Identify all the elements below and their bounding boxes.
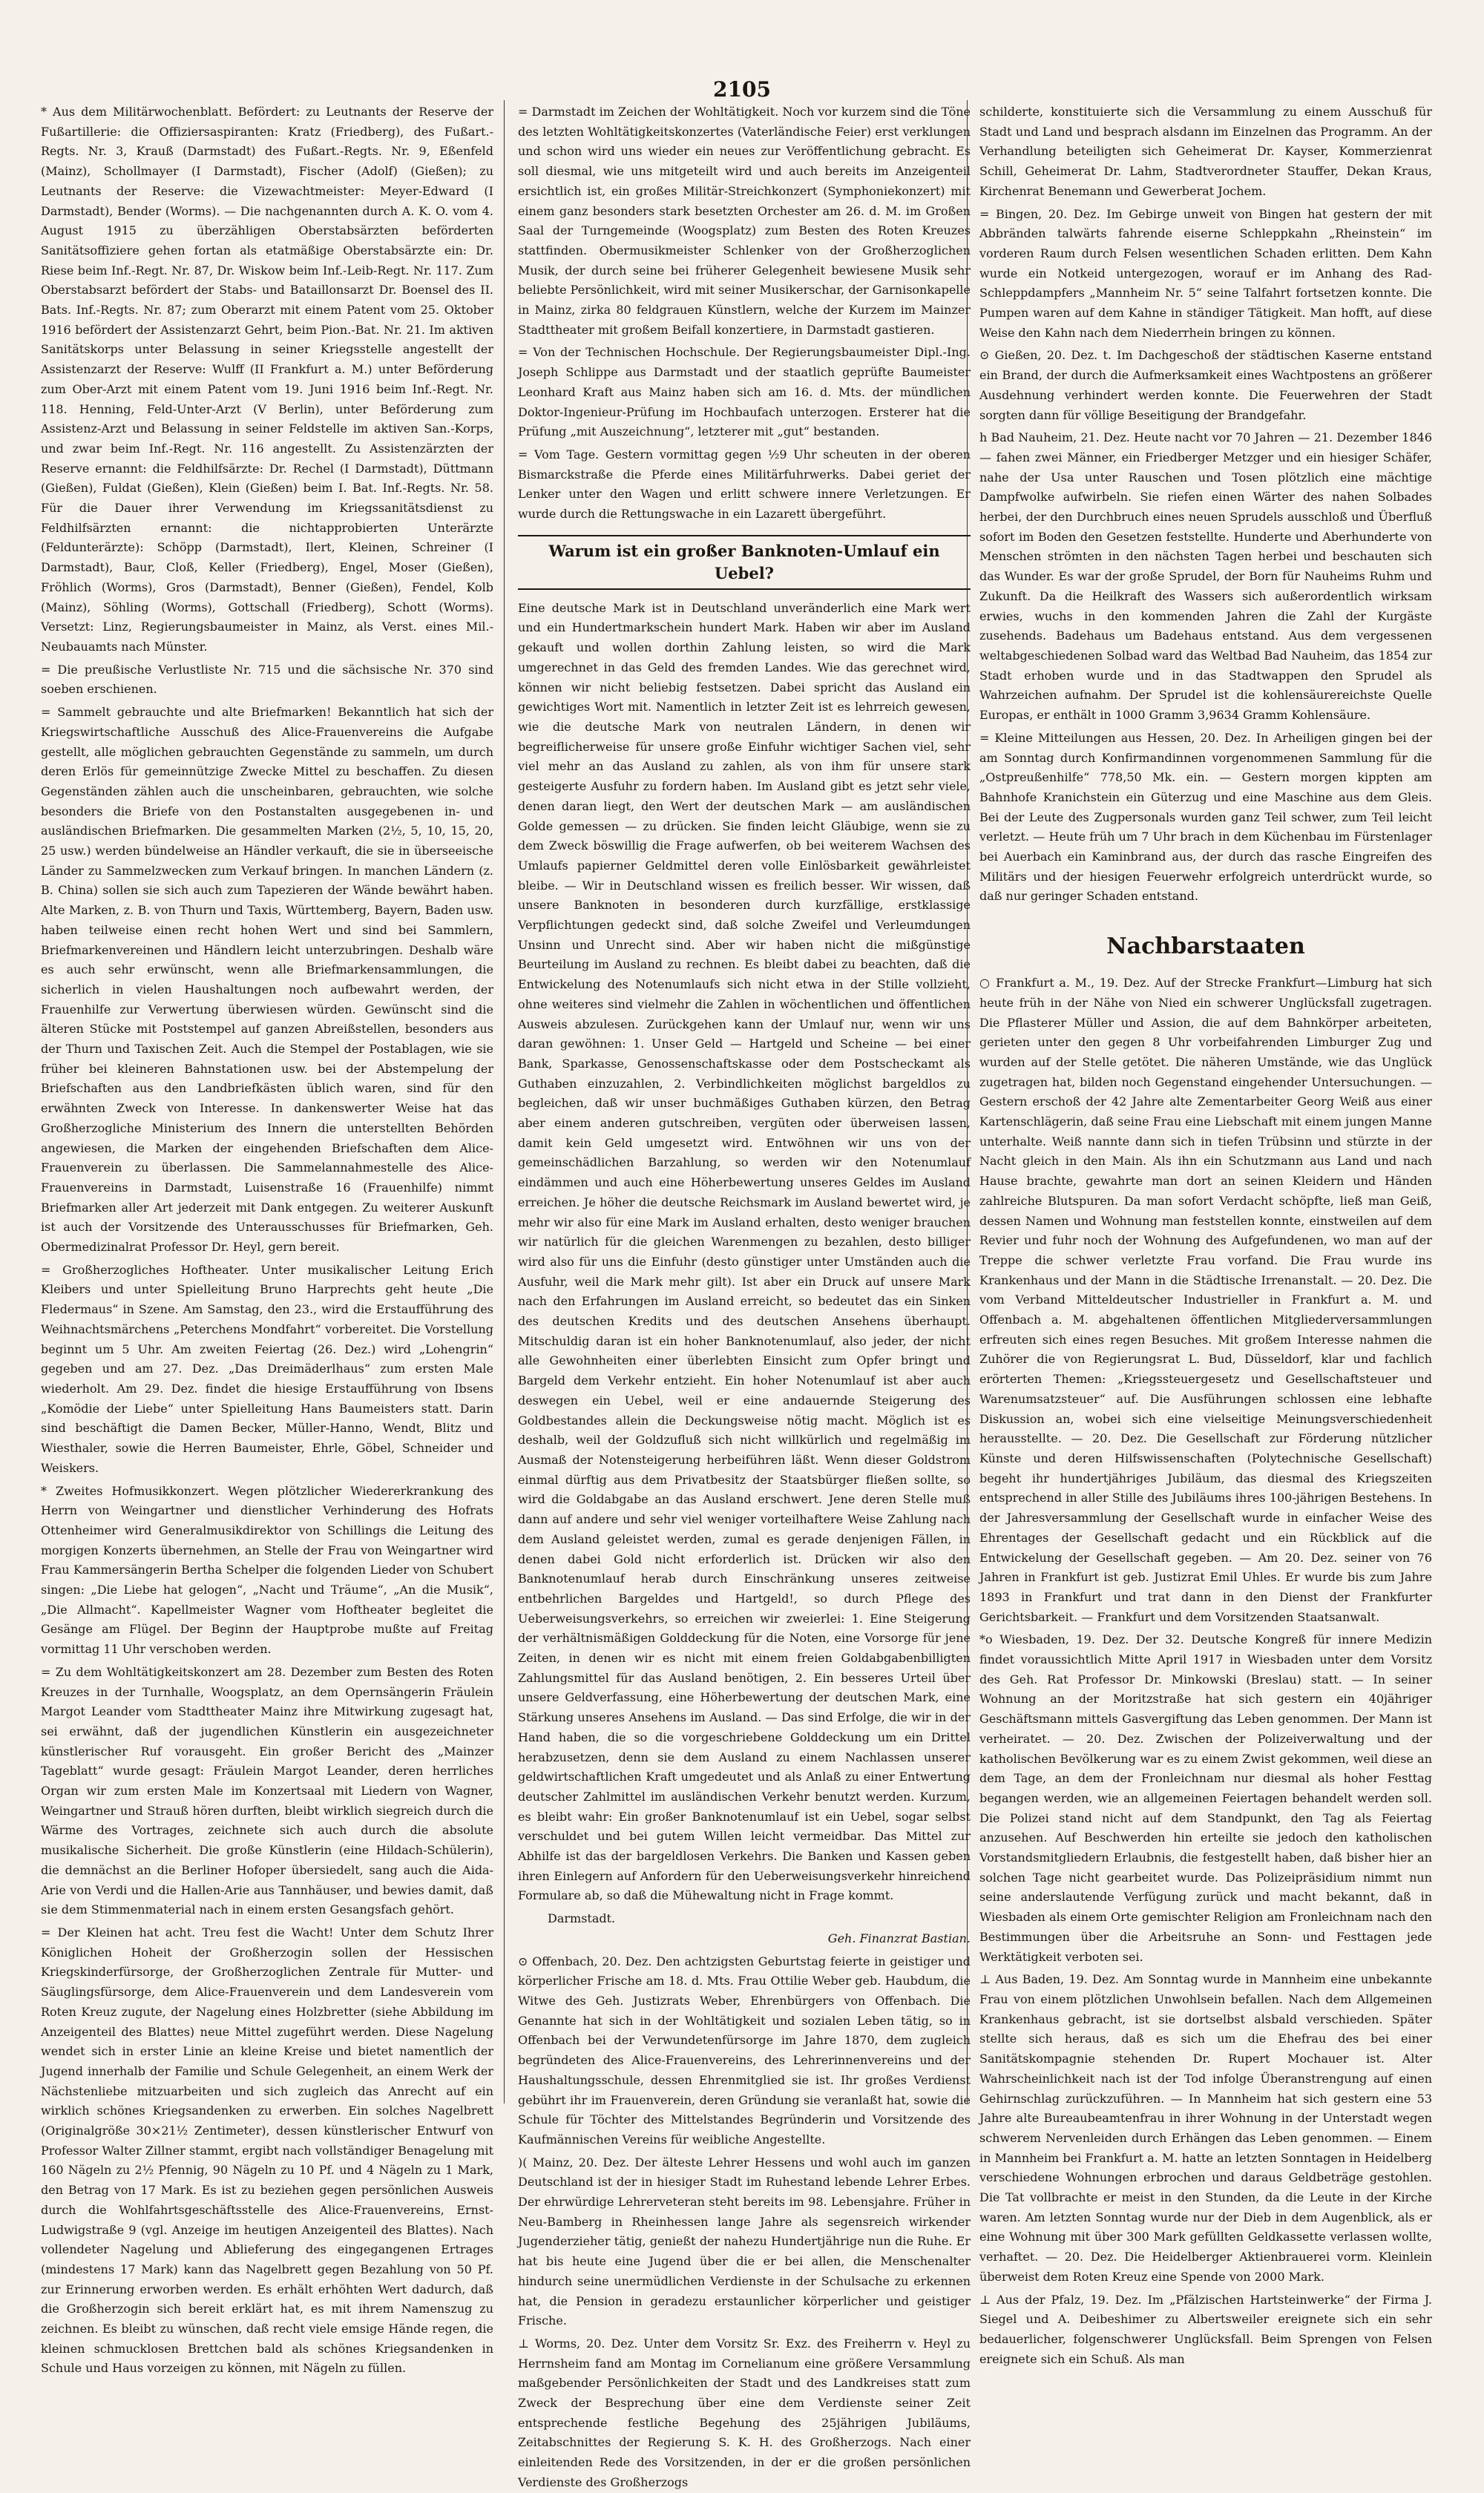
article-military-promotions: * Aus dem Militärwochenblatt. Befördert: zu Leutnants der Reserve der Fußartillerie: die Offiziersaspiranten: Kratz (Friedberg), des Fußart.-Regts. Nr. 3, Krauß (Darmstadt) des Fußart.-Regts. Nr. 9, Eßenfeld (Mainz), Schollmayer (I Darmstadt), Fischer (Adolf) (Gießen); zu Leutnants der Reserve: die Vizewachtmeister: Meyer-Edward (I Darmstadt), Bender (Worms). — Die nachgenannten durch A. K. O. vom 4. August 1915 zu überzähligen Oberstabsärzten beförderten Sanitätsoffiziere gehen fortan als etatmäßige Oberstabsärzte ein: Dr. Riese beim Inf.-Regt. Nr. 87, Dr. Wiskow beim Inf.-Leib-Regt. Nr. 117. Zum Oberstabsarzt befördert der Stabs- und Bataillonsarzt Dr. Boensel des II. Bats. Inf.-Regts. Nr. 87; zum Oberarzt mit einem Patent vom 25. Oktober 1916 befördert der Assistenzarzt Gehrt, beim Pion.-Bat. Nr. 21. Im aktiven Sanitätskorps unter Belassung in seiner Kriegsstelle angestellt der Assistenzarzt der Reserve: Wulff (II Frankfurt a. M.) unter Beförderung zum Ober-Arzt mit einem Patent vom 19. Juni 1916 beim Inf.-Regt. Nr. 118. Henning, Feld-Unter-Arzt (V Berlin), unter Beförderung zum Assistenz-Arzt und Belassung in seiner Feldstelle im aktiven San.-Korps, und zwar beim Inf.-Regt. Nr. 116 angestellt. Zu Assistenzärzten der Reserve ernannt: die Feldhilfsärzte: Dr. Rechel (I Darmstadt), Düttmann (Gießen), Fuldat (Gießen), Klein (Gießen) beim I. Bat. Inf.-Regts. Nr. 58. Für die Dauer ihrer Verwendung im Kriegssanitätsdienst zu Feldhilfsärzten ernannt: die nichtapprobierten Unterärzte (Feldunterärzte): Schöpp (Darmstadt), Ilert, Kleinen, Schreiner (I Darmstadt), Baur, Cloß, Keller (Friedberg), Engel, Moser (Gießen), Fröhlich (Worms), Gros (Darmstadt), Benner (Gießen), Fendel, Kolb (Mainz), Söhling (Worms), Gottschall (Friedberg), Schott (Worms). Versetzt: Linz, Regierungsbaumeister in Mainz, als Verst. eines Mil.-Neubauamts nach Münster. [41,105,493,654]
article-bad-nauheim: h Bad Nauheim, 21. Dez. Heute nacht vor 70 Jahren — 21. Dezember 1846 — fahen zwei Männer, ein Friedberger Metzger und ein hiesiger Schäfer, nahe der Usa unter Rauschen und Tosen plötzlich eine mächtige Dampfwolke aufwirbeln. Sie riefen einen Wärter des nahen Solbades herbei, der den Durchbruch eines neuen Sprudels ausschloß und Überfluß sofort im Boden den Gesetzen feststellte. Hunderte und Aberhunderte von Menschen strömten in den nächsten Tagen herbei und beschauten sich das Wunder. Es war der große Sprudel, der Born für Nauheims Ruhm und Zukunft. Da die Heilkraft des Wassers sich außerordentlich wirksam erwies, wuchs in den kommenden Jahren die Zahl der Kurgäste zusehends. Badehaus um Badehaus entstand. Aus dem vergessenen weltabgeschiedenen Solbad ward das Weltbad Bad Nauheim, das 1854 zur Stadt erhoben wurde und in das Stadtwappen den Sprudel als Wahrzeichen aufnahm. Der Sprudel ist die kohlensäurereichste Quelle Europas, er enthält in 1000 Gramm 3,9634 Gramm Kohlensäure. [979,430,1432,723]
article-casualty-list: = Die preußische Verlustliste Nr. 715 und die sächsische Nr. 370 sind soeben erschienen. [41,662,493,697]
article-banknote-circulation: Eine deutsche Mark ist in Deutschland unveränderlich eine Mark wert und ein Hundertmarkschein hundert Mark. Haben wir aber im Ausland gekauft und wollen dorthin Zahlung leisten, so wird die Mark umgerechnet in das Geld des fremden Landes. Wie das gerechnet wird, können wir nicht beliebig festsetzen. Dabei spricht das Ausland ein gewichtiges Wort mit. Namentlich in letzter Zeit ist es lehrreich gewesen, wie die deutsche Mark von neutralen Ländern, in denen wir begreiflicherweise für unsere große Einfuhr wichtiger Sachen viel, sehr viel mehr an das Ausland zu zahlen, als von ihm für unsere stark gesteigerte Ausfuhr zu fordern haben. Im Ausland gibt es jetzt sehr viele, denen daran liegt, den Wert der deutschen Mark — am ausländischen Golde gemessen — zu drücken. Sie finden leicht Gläubige, wenn sie zu dem Zweck böswillig die Frage aufwerfen, ob bei weiterem Wachsen des Umlaufs papierner Geldmittel deren volle Einlösbarkeit gewährleistet bleibe. — Wir in Deutschland wissen es freilich besser. Wir wissen, daß unsere Banknoten in besonderen durch kurzfällige, erstklassige Verpflichtungen gedeckt sind, daß solche Zweifel und Verleumdungen Unsinn und Unrecht sind. Aber wir haben nicht die mißgünstige Beurteilung im Ausland zu rechnen. Es bleibt dabei zu beachten, daß die Entwickelung des Notenumlaufs sich nicht etwa in der Stille vollzieht, ohne weiteres sind vielmehr die Zahlen in wöchentlichen und öffentlichen Ausweis abzulesen. Zurückgehen kann der Umlauf nur, wenn wir uns daran gewöhnen: 1. Unser Geld — Hartgeld und Scheine — bei einer Bank, Sparkasse, Genossenschaftskasse oder dem Postscheckamt als Guthaben einzuzahlen, 2. Verbindlichkeiten möglichst bargeldlos zu begleichen, daß wir unser buchmäßiges Guthaben kürzen, den Betrag aber einem anderen gutschreiben, vergüten oder überweisen lassen, damit kein Geld umgesetzt wird. Entwöhnen wir uns von der gemeinschädlichen Barzahlung, so werden wir den Notenumlauf eindämmen und auch eine Höherbewertung unseres Geldes im Ausland erreichen. Je höher die deutsche Reichsmark im Ausland bewertet wird, je mehr wir also für eine Mark im Ausland erhalten, desto weniger brauchen wir natürlich für die gleichen Warenmengen zu bezahlen, desto billiger wird also für uns die Einfuhr (desto günstiger unter Umständen auch die Ausfuhr, weil die Mark mehr gilt). Ist aber ein Druck auf unsere Mark nach den Erfahrungen im Ausland erreicht, so bedeutet das ein Sinken des deutschen Kredits und des deutschen Ansehens überhaupt. Mitschuldig daran ist ein hoher Banknotenumlauf, also jeder, der nicht alle Gewohnheiten einer überlebten Einsicht zum Opfer bringt und Bargeld dem Verkehr entzieht. Ein hoher Notenumlauf ist aber auch deswegen ein Uebel, weil er eine andauernde Steigerung des Goldbestandes allein die Deckungsweise nötig macht. Möglich ist es deshalb, weil der Goldzufluß sich nicht willkürlich und regelmäßig im Ausmaß der Notensteigerung herbeiführen läßt. Wenn dieser Goldstrom einmal dürftig aus dem Privatbesitz der Staatsbürger fließen sollte, so wird die Goldabgabe an das Ausland erschwert. Jene deren Stelle muß dann auf andere und sehr viel weniger vorteilhaftere Weise Zahlung nach dem Ausland geleistet werden, zumal es gerade denjenigen Fällen, in denen dabei Gold nicht erforderlich ist. Drücken wir also den Banknotenumlauf herab durch Einschränkung unseres zeitweise entbehrlichen Bargeldes und Hartgeld!, so durch Pflege des Ueberweisungsverkehrs, so erreichen wir zweierlei: 1. Eine Steigerung der verhältnismäßigen Golddeckung für die Noten, eine Vorsorge für jene Zeiten, in denen wir es nicht mit einem freien Goldabgabenbilligten Zahlungsmittel für das Ausland benötigen, 2. Ein besseres Urteil über unsere Geldverfassung, eine Höherbewertung der deutschen Mark, eine Stärkung unseres Ansehens im Ausland. — Das sind Erfolge, die wir in der Hand haben, die so die vorgeschriebene Golddeckung um ein Drittel herabzusetzen, denn sie dem Ausland zu einem Nachlassen unserer geldwirtschaftlichen Kraft umgedeutet und als Anlaß zu einer Entwertung deutscher Zahlmittel im ausländischen Verkehr benutzt werden. Kurzum, es bleibt wahr: Ein großer Banknotenumlauf ist ein Uebel, sogar selbst verschuldet und bei gutem Willen leicht vermeidbar. Das Mittel zur Abhilfe ist das der bargeldlosen Verkehrs. Die Banken und Kassen geben ihren Einlegern auf Anfordern für den Ueberweisungsverkehr hinreichend Formulare ab, so daß die Mühewaltung nicht in Frage kommt. [518,600,971,1903]
article-worms-continued: schilderte, konstituierte sich die Versammlung zu einem Ausschuß für Stadt und Land und besprach alsdann im Einzelnen das Programm. An der Verhandlung beteiligten sich Geheimerat Dr. Kayser, Kommerzienrat Schill, Geheimerat Dr. Lahm, Stadtverordneter Stauffer, Dekan Kraus, Kirchenrat Benemann und Gewerberat Jochem. [979,105,1432,198]
column-right [979,102,1432,2366]
article-palatinate: ⊥ Aus der Pfalz, 19. Dez. Im „Pfälzischen Hartsteinwerke“ der Firma J. Siegel und A. Deibeshimer zu Albertsweiler ereignete sich ein sehr bedauerlicher, folgenschwerer Unglücksfall. Beim Sprengen von Felsen ereignete sich ein Schuß. Als man [979,2292,1432,2366]
article-worms: ⊥ Worms, 20. Dez. Unter dem Vorsitz Sr. Exz. des Freiherrn v. Heyl zu Herrnsheim fand am Montag im Cornelianum eine größere Versammlung maßgebender Persönlichkeiten der Stadt und des Landkreises statt zum Zweck der Besprechung über eine dem Verdienste seiner Zeit entsprechende festliche Begehung des 25jährigen Jubiläums, Zeitabschnittes der Regierung S. K. H. des Großherzogs. Nach einer einleitenden Rede des Vorsitzenden, in der er die großen persönlichen Verdienste des Großherzogs [518,2336,971,2489]
article-bingen: = Bingen, 20. Dez. Im Gebirge unweit von Bingen hat gestern der mit Abbränden talwärts fahrende eiserne Schleppkahn „Rheinstein“ im vorderen Raum durch Felsen wesentlichen Schaden erlitten. Dem Kahn wurde ein Notkeid untergezogen, worauf er im Anhang des Rad-Schleppdampfers „Mannheim Nr. 5“ seine Talfahrt fortsetzen konnte. Die Pumpen waren auf dem Kahne in ständiger Tätigkeit. Man hofft, auf diese Weise den Kahn nach dem Niederrhein bringen zu können. [979,206,1432,340]
article-baden: ⊥ Aus Baden, 19. Dez. Am Sonntag wurde in Mannheim eine unbekannte Frau von einem plötzlichen Unwohlsein befallen. Nach dem Allgemeinen Krankenhaus gebracht, ist sie dortselbst alsbald verschieden. Später stellte sich heraus, daß es sich um die Ehefrau des bei einer Sanitätskompagnie stehenden Dr. Rupert Mochauer ist. Alter Wahrscheinlichkeit nach ist der Tod infolge Überanstrengung auf einen Gehirnschlag zurückzuführen. — In Mannheim hat sich gestern eine 53 Jahre alte Bureaubeamtenfrau in ihrer Wohnung in der Unterstadt wegen schwerem Nervenleiden durch Erhängen das Leben genommen. — Einem in Mannheim bei Frankfurt a. M. hatte an letzten Sonntagen in Heidelberg verschiedene Wohnungen erbrochen und daraus Geldbeträge gestohlen. Die Tat vollbrachte er meist in den Stunden, da die Leute in der Kirche waren. Am letzten Sonntag wurde nur der Dieb in dem Augenblick, als er eine Wohnung mit über 300 Mark gefüllten Geldkassette verlassen wollte, verhaftet. — 20. Dez. Die Heidelberger Aktienbrauerei vorm. Kleinlein überweist dem Roten Kreuz eine Spende von 2000 Mark. [979,1972,1432,2284]
article-mainz: )( Mainz, 20. Dez. Der älteste Lehrer Hessens und wohl auch im ganzen Deutschland ist der in hiesiger Stadt im Ruhestand lebende Lehrer Erbes. Der ehrwürdige Lehrerveteran steht bereits im 98. Lebensjahre. Früher in Neu-Bamberg in Rheinhessen lange Jahre als segensreich wirkender Jugenderzieher tätig, genießt der nahezu Hundertjährige nun die Ruhe. Er hat bis heute eine Jugend über die er bei allen, die Menschenalter hindurch seine unermüdlichen Verdienste in der Schulsache zu erkennen hat, die Pension in geradezu erstaunlicher körperlicher und geistiger Frische. [518,2155,971,2328]
column-middle [518,102,971,2489]
article-nail-board: = Der Kleinen hat acht. Treu fest die Wacht! Unter dem Schutz Ihrer Königlichen Hoheit der Großherzogin sollen der Hessischen Kriegskinderfürsorge, der Großherzoglichen Zentrale für Mutter- und Säuglingsfürsorge, dem Alice-Frauenverein und dem Landesverein vom Roten Kreuz zugute, der Nagelung eines Holzbretter (siehe Abbildung im Anzeigenteil des Blattes) neue Mittel zugeführt werden. Diese Nagelung wendet sich in erster Linie an kleine Kreise und bietet namentlich der Jugend innerhalb der Familie und Schule Gelegenheit, an einem Werk der Nächstenliebe mitzuarbeiten und sich zugleich das Anrecht auf ein wirklich schönes Kriegsandenken zu erwerben. Ein solches Nagelbrett (Originalgröße 30×21½ Zentimeter), dessen künstlerischer Entwurf von Professor Walter Zillner stammt, ergibt nach vollständiger Benagelung mit 160 Nägeln zu 2½ Pfennig, 90 Nägeln zu 10 Pf. und 4 Nägeln zu 1 Mark, den Betrag von 17 Mark. Es ist zu beziehen gegen persönlichen Ausweis durch die Wohlfahrtsgeschäftsstelle des Alice-Frauenvereins, Ernst-Ludwigstraße 9 (vgl. Anzeige im heutigen Anzeigenteil des Blattes). Nach vollendeter Nagelung und Ablieferung des eingegangenen Ertrages (mindestens 17 Mark) kann das Nagelbrett gegen Bezahlung von 50 Pf. zur Erinnerung erworben werden. Es erhält erhöhten Wert dadurch, daß die Großherzogin sich bereit erklärt hat, es mit ihrem Namenszug zu zeichnen. Es bleibt zu wünschen, daß recht viele emsige Hände regen, die kleinen schmucklosen Brettchen bald als schönes Kriegsandenken in Schule und Haus vorzeigen zu können, mit Nägeln zu füllen. [41,1925,493,2376]
article-hesse-notes: = Kleine Mitteilungen aus Hessen, 20. Dez. In Arheiligen gingen bei der am Sonntag durch Konfirmandinnen vorgenommenen Sammlung für die „Ostpreußenhilfe“ 778,50 Mk. ein. — Gestern morgen kippten am Bahnhofe Kranichstein ein Güterzug und eine Maschine aus dem Gleis. Bei der Leute des Zugpersonals wurden ganz Teil schwer, zum Teil leicht verletzt. — Heute früh um 7 Uhr brach in dem Küchenbau im Fürstenlager bei Auerbach ein Kaminbrand aus, der durch das rasche Eingreifen des Militärs und der hiesigen Feuerwehr erfolgreich unterdrückt wurde, so daß nur geringer Schaden entstand. [979,730,1432,904]
article-technical-university: = Von der Technischen Hochschule. Der Regierungsbaumeister Dipl.-Ing. Joseph Schlippe aus Darmstadt und der staatlich geprüfte Baumeister Leonhard Kraft aus Mainz haben sich am 16. d. Mts. der mündlichen Doktor-Ingenieur-Prüfung im Hochbaufach unterzogen. Ersterer hat die Prüfung „mit Auszeichnung“, letzterer mit „gut“ bestanden. [518,345,971,439]
article-giessen: ⊙ Gießen, 20. Dez. t. Im Dachgeschoß der städtischen Kaserne entstand ein Brand, der durch die Aufmerksamkeit eines Wachtpostens an größerer Ausdehnung verhindert werden konnte. Die Feuerwehren der Stadt sorgten dann für völlige Beseitigung der Brandgefahr. [979,348,1432,422]
column-left [41,102,493,2376]
page-number: 2105 [713,77,771,102]
article-signature-place: Darmstadt. [548,1911,616,1926]
section-title-neighbouring-states: Nachbarstaaten [1106,933,1305,960]
column-rule-left [504,100,505,2103]
article-wiesbaden: *o Wiesbaden, 19. Dez. Der 32. Deutsche Kongreß für innere Medizin findet voraussichtlich Mitte April 1917 in Wiesbaden unter dem Vorsitz des Geh. Rat Professor Dr. Minkowski (Breslau) statt. — In seiner Wohnung an der Moritzstraße hat sich gestern ein 40jähriger Geschäftsmann mittels Gasvergiftung das Leben genommen. Der Mann ist verheiratet. — 20. Dez. Zwischen der Polizeiverwaltung und der katholischen Bevölkerung war es zu einem Zwist gekommen, weil diese an dem Tage, an dem der Fronleichnam nur diesmal als hoher Festtag begangen werden, wie an allgemeinen Feiertagen behandelt werden soll. Die Polizei stand nicht auf dem Standpunkt, den Tag als Feiertag anzusehen. Auf Beschwerden hin erteilte sie jedoch den katholischen Vorstandsmitgliedern Erlaubnis, die festgestellt haben, daß bisher hier an solchen Tage nicht gearbeitet wurde. Das Polizeipräsidium nimmt nun seine anderslautende Verfügung zurück und macht bekannt, daß in Wiesbaden als einem Orte gemischter Religion am Fronleichnam nach den Bestimmungen über die Arbeitsruhe an Sonn- und Festtagen jede Werktätigkeit verboten sei. [979,1632,1432,1964]
article-court-theater: = Großherzogliches Hoftheater. Unter musikalischer Leitung Erich Kleibers und unter Spielleitung Bruno Harprechts geht heute „Die Fledermaus“ in Szene. Am Samstag, den 23., wird die Erstaufführung des Weihnachtsmärchens „Peterchens Mondfahrt“ vorbereitet. Die Vorstellung beginnt um 5 Uhr. Am zweiten Feiertag (26. Dez.) wird „Lohengrin“ gegeben und am 27. Dez. „Das Dreimäderlhaus“ zum ersten Male wiederholt. Am 29. Dez. findet die hiesige Erstaufführung von Ibsens „Komödie der Liebe“ unter Spielleitung Hans Baumeisters statt. Darin sind beschäftigt die Damen Becker, Müller-Hanno, Wendt, Blitz und Wiesthaler, sowie die Herren Baumeister, Ehrle, Göbel, Schneider und Weiskers. [41,1262,493,1475]
article-charity-concert: = Zu dem Wohltätigkeitskonzert am 28. Dezember zum Besten des Roten Kreuzes in der Turnhalle, Woogsplatz, an dem Opernsängerin Fräulein Margot Leander vom Stadttheater Mainz ihre Mitwirkung zugesagt hat, sei erwähnt, daß der jugendlichen Künstlerin ein ausgezeichneter künstlerischer Ruf vorausgeht. Ein großer Bericht des „Mainzer Tageblatt“ wurde gesagt: Fräulein Margot Leander, deren herrliches Organ wir zum ersten Male im Konzertsaal mit Liedern von Wagner, Weingartner und Strauß hören durften, bleibt wirklich siegreich durch die Wärme des Vortrages, zeichnete sich auch durch die absolute musikalische Sicherheit. Die große Künstlerin (eine Hildach-Schülerin), die demnächst an die Berliner Hofoper übersiedelt, sang auch die Aida-Arie von Verdi und die Hallen-Arie aus Tannhäuser, und bewies damit, daß sie dem Stimmenmaterial nach in einem ersten Gesangsfach gehört. [41,1664,493,1917]
article-charity-darmstadt: = Darmstadt im Zeichen der Wohltätigkeit. Noch vor kurzem sind die Töne des letzten Wohltätigkeitskonzertes (Vaterländische Feier) erst verklungen und schon wird uns wieder ein neues zur Veröffentlichung gebracht. Es soll diesmal, wie uns mitgeteilt wird und auch bereits im Anzeigenteil ersichtlich ist, ein großes Militär-Streichkonzert (Symphoniekonzert) mit einem ganz besonders stark besetzten Orchester am 26. d. M. im Großen Saal der Turngemeinde (Woogsplatz) zum Besten des Roten Kreuzes stattfinden. Obermusikmeister Schlenker von der Großherzoglichen Musik, der durch seine bei früherer Gelegenheit bewiesene Musik sehr beliebte Persönlichkeit, wird mit seiner Musikerschar, der Garnisonkapelle in Mainz, zirka 80 feldgrauen Künstlern, welche der Kurzem im Mainzer Stadttheater mit großem Beifall konzertiere, in Darmstadt gastieren. [518,105,971,337]
article-signature-name: Geh. Finanzrat Bastian. [827,1931,971,1945]
article-court-concert: * Zweites Hofmusikkonzert. Wegen plötzlicher Wiedererkrankung des Herrn von Weingartner und dienstlicher Verhinderung des Hofrats Ottenheimer wird Generalmusikdirektor von Schillings die Leitung des morgigen Konzerts übernehmen, an Stelle der Frau von Weingartner wird Frau Kammersängerin Bertha Schelper die folgenden Lieder von Schubert singen: „Die Liebe hat gelogen“, „Nacht und Träume“, „An die Musik“, „Die Allmacht“. Kapellmeister Wagner vom Hoftheater begleitet die Gesänge am Flügel. Der Beginn der Hauptprobe mußte auf Freitag vormittag 11 Uhr verschoben werden. [41,1483,493,1657]
banknote-article-headline: Warum ist ein großer Banknoten-Umlauf ein Uebel? [518,535,971,590]
article-of-the-day: = Vom Tage. Gestern vormittag gegen ½9 Uhr scheuten in der oberen Bismarckstraße die Pferde eines Militärfuhrwerks. Dabei geriet der Lenker unter den Wagen und erlitt schwere innere Verletzungen. Er wurde durch die Rettungswache in ein Lazarett übergeführt. [518,447,971,522]
article-offenbach: ⊙ Offenbach, 20. Dez. Den achtzigsten Geburtstag feierte in geistiger und körperlicher Frische am 18. d. Mts. Frau Ottilie Weber geb. Haubdum, die Witwe des Geh. Justizrats Weber, Ehrenbürgers von Offenbach. Die Genannte hat sich in der Wohltätigkeit und sozialen Leben tätig, so in Offenbach bei der Verwundetenfürsorge im Jahre 1870, dem zugleich begründeten des Alice-Frauenvereins, des Lehrerinnenvereins und der Haushaltungsschule, dessen Ehrenmitglied sie ist. Ihr großes Verdienst gebührt ihr im Frauenverein, deren Gründung sie veranlaßt hat, sowie die Schule für Töchter des Mittelstandes Begründerin und Vorsitzende des Kaufmännischen Vereins für weibliche Angestellte. [518,1954,971,2147]
article-frankfurt: ○ Frankfurt a. M., 19. Dez. Auf der Strecke Frankfurt—Limburg hat sich heute früh in der Nähe von Nied ein schwerer Unglücksfall zugetragen. Die Pflasterer Müller und Assion, die auf dem Bahnkörper arbeiteten, gerieten unter den gegen 8 Uhr vorbeifahrenden Limburger Zug und wurden auf der Stelle getötet. Die näheren Umstände, wie das Unglück zugetragen hat, bilden noch Gegenstand eingehender Untersuchungen. — Gestern erschoß der 42 Jahre alte Zementarbeiter Georg Weiß aus einer Kartenschlägerin, daß seine Frau eine Liebschaft mit einem jungen Manne unterhalte. Weiß nannte dann sich in tiefen Trübsinn und stürzte in der Nacht gleich in den Main. Als ihn ein Schutzmann aus Land und nach Hause brachte, gewahrte man dort an seinen Kleidern und Händen zahlreiche Blutspuren. Da man sofort Verdacht schöpfte, ließ man Geiß, dessen Namen und Wohnung man feststellen konnte, einstweilen auf dem Revier und fuhr noch der Wohnung des Aufgefundenen, wo man auf der Treppe die schwer verletzte Frau vorfand. Die Frau wurde ins Krankenhaus und der Mann in die Städtische Irrenanstalt. — 20. Dez. Die vom Verband Mitteldeutscher Industrieller in Frankfurt a. M. und Offenbach a. M. abgehaltenen öffentlichen Mitgliederversammlungen erfreuten sich eines regen Besuches. Mit großem Interesse nahmen die Zuhörer die von Regierungsrat L. Bud, Düsseldorf, klar und fachlich erörterten Themen: „Kriegssteuergesetz und Gesellschaftsteuer und Warenumsatzsteuer“ auf. Die Ausführungen schlossen eine lebhafte Diskussion an, wobei sich eine vielseitige Meinungsverschiedenheit herausstellte. — 20. Dez. Die Gesellschaft zur Förderung nützlicher Künste und deren Hilfswissenschaften (Polytechnische Gesellschaft) begeht ihr hundertjähriges Jubiläum, das diesmal des Kriegszeiten entsprechend in aller Stille des Jubiläums ihres 100-jährigen Bestehens. In der Jahresversammlung der Gesellschaft wurde in einfacher Weise des Ehrentages der Gesellschaft gedacht und ein Rückblick auf die Entwickelung der Gesellschaft gegeben. — Am 20. Dez. seiner von 76 Jahren in Frankfurt ist geb. Justizrat Emil Uhles. Er wurde bis zum Jahre 1893 in Frankfurt und trat dann in den Dienst der Frankfurter Gerichtsbarkeit. — Frankfurt und dem Vorsitzenden Staatsanwalt. [979,976,1432,1624]
article-stamp-collection: = Sammelt gebrauchte und alte Briefmarken! Bekanntlich hat sich der Kriegswirtschaftliche Ausschuß des Alice-Frauenvereins die Aufgabe gestellt, alle möglichen gebrauchten Gegenstände zu sammeln, um durch deren Erlös für gemeinnützige Zwecke Mittel zu beschaffen. Zu diesen Gegenständen zählen auch die unscheinbaren, gebrauchten, wie solche besonders die Briefe von den Postanstalten ausgegebenen in- und ausländischen Briefmarken. Die gesammelten Marken (2½, 5, 10, 15, 20, 25 usw.) werden bündelweise an Händler verkauft, die sie in überseeische Länder zu Sammelzwecken zum Verkauf bringen. In manchen Ländern (z. B. China) sollen sie sich auch zum Tapezieren der Wände bewährt haben. Alte Marken, z. B. von Thurn und Taxis, Württemberg, Bayern, Baden usw. haben teilweise einen recht hohen Wert und sind bei Sammlern, Briefmarkenvereinen und Händlern leicht unterzubringen. Deshalb wäre es auch sehr erwünscht, wenn alle Briefmarkensammlungen, die sicherlich in vielen Haushaltungen noch aufbewahrt werden, der Frauenhilfe zur Verwertung überwiesen würden. Gewünscht sind die älteren Stücke mit Poststempel auf ganzen Abreißstellen, besonders aus der Thurn und Taxischen Zeit. Auch die Stempel der Postablagen, wie sie früher bei kleineren Bahnstationen usw. bei der Abstempelung der Briefschaften aus den Landbriefkästen üblich waren, sind für den erwähnten Zweck von Interesse. In dankenswerter Weise hat das Großherzogliche Ministerium des Innern die unterstellten Behörden angewiesen, die Marken der eingehenden Briefschaften dem Alice-Frauenverein zu überlassen. Die Sammelannahmestelle des Alice-Frauenvereins in Darmstadt, Luisenstraße 16 (Frauenhilfe) nimmt Briefmarken aller Art jederzeit mit Dank entgegen. Zu weiterer Auskunft ist auch der Vorsitzende des Unterausschusses für Briefmarken, Geh. Obermedizinalrat Professor Dr. Heyl, gern bereit. [41,705,493,1255]
